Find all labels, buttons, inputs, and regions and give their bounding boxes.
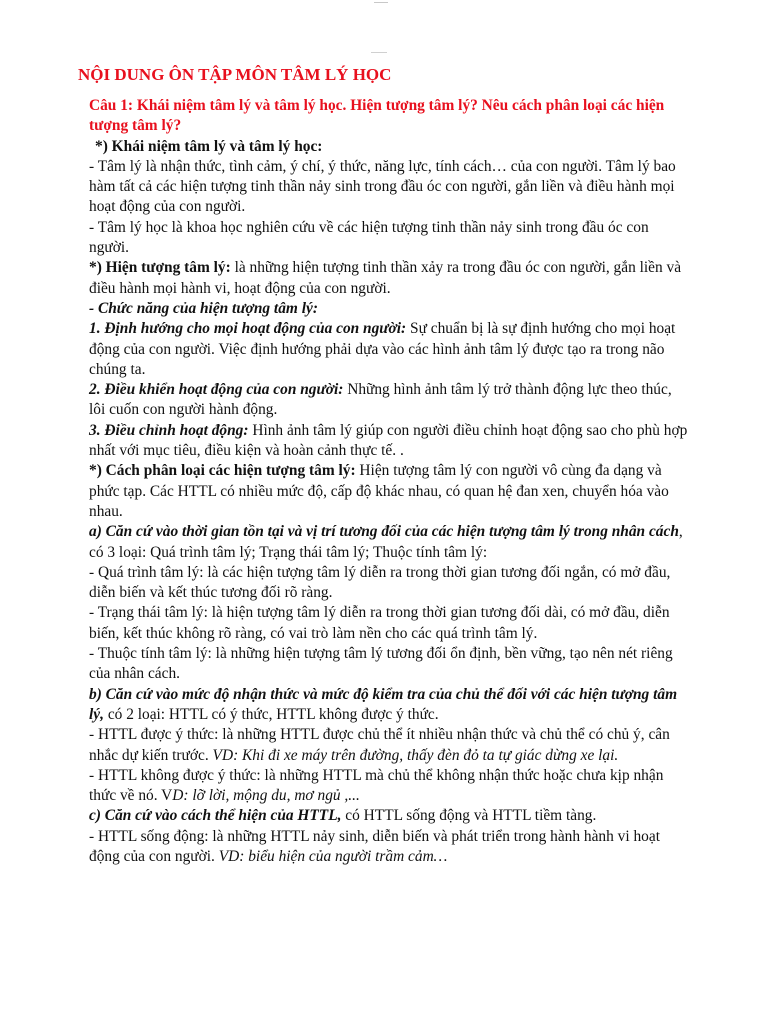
criterion-b-label: b) Căn cứ vào mức độ nhận thức và mức độ kiểm tra của chủ thể đối với các hiện tượng tâm lý, bbox=[89, 685, 678, 723]
page-top-mark bbox=[374, 2, 388, 3]
function-2-text: Những hình ảnh tâm lý trở thành động lực theo thúc, lôi cuốn con người hành động. bbox=[89, 381, 672, 419]
section-concept-heading: *) Khái niệm tâm lý và tâm lý học: bbox=[95, 137, 323, 155]
functions-heading: - Chức năng của hiện tượng tâm lý: bbox=[89, 299, 318, 317]
criterion-a-label: a) Căn cứ vào thời gian tồn tại và vị trí tương đối của các hiện tượng tâm lý trong nhân cách bbox=[89, 523, 679, 541]
criterion-a-item-3: - Thuộc tính tâm lý: là những hiện tượng tâm lý tương đối ổn định, bền vững, tạo nên nét riêng của nhân cách. bbox=[89, 645, 673, 683]
criterion-c-item-1-text: - HTTL sống động: là những HTTL nảy sinh, diễn biến và phát triển trong hành hành vi hoạt động của con người. bbox=[89, 827, 660, 865]
phenomenon-text: là những hiện tượng tinh thần xảy ra trong đầu óc con người, gắn liền và điều hành mọi hành vi, hoạt động của con người. bbox=[89, 259, 682, 297]
classification-paragraph bbox=[89, 461, 689, 522]
question-1-heading: Câu 1: Khái niệm tâm lý và tâm lý học. Hiện tượng tâm lý? Nêu cách phân loại các hiện tượng tâm lý? bbox=[89, 97, 665, 135]
criterion-b-item-1 bbox=[89, 725, 689, 766]
phenomenon-heading: *) Hiện tượng tâm lý: bbox=[89, 259, 231, 277]
function-2-label: 2. Điều khiển hoạt động của con người: bbox=[89, 381, 344, 399]
criterion-c-item-1 bbox=[89, 827, 689, 868]
criterion-a-paragraph bbox=[89, 522, 689, 563]
criterion-c-item-1-example: VD: biểu hiện của người trầm cảm… bbox=[218, 847, 448, 865]
criterion-b-item-2-text: - HTTL không được ý thức: là những HTTL mà chủ thể không nhận thức hoặc chưa kịp nhận thức về nó. V bbox=[89, 766, 664, 805]
criterion-c-paragraph bbox=[89, 806, 689, 826]
criterion-c-text: có HTTL sống động và HTTL tiềm tàng. bbox=[341, 807, 597, 825]
page-header-mark bbox=[371, 52, 387, 53]
function-2-paragraph bbox=[89, 380, 689, 421]
function-3-label: 3. Điều chỉnh hoạt động: bbox=[89, 421, 249, 439]
phenomenon-paragraph bbox=[89, 258, 689, 299]
criterion-b-item-1-example: VD: Khi đi xe máy trên đường, thấy đèn đỏ ta tự giác dừng xe lại. bbox=[212, 746, 619, 764]
criterion-b-paragraph bbox=[89, 685, 689, 726]
criterion-b-item-2 bbox=[89, 766, 689, 807]
criterion-b-item-1-text: - HTTL được ý thức: là những HTTL được chủ thể ít nhiều nhận thức và chủ thể có chủ ý, cân nhắc dự kiến trước. bbox=[89, 726, 670, 764]
function-3-paragraph bbox=[89, 421, 689, 462]
criterion-a-item-1: - Quá trình tâm lý: là các hiện tượng tâm lý diễn ra trong thời gian tương đối ngắn, có mở đầu, diễn biến và kết thúc tương đối rõ ràng. bbox=[89, 563, 671, 602]
criterion-b-text: có 2 loại: HTTL có ý thức, HTTL không được ý thức. bbox=[103, 705, 439, 723]
document-body bbox=[89, 96, 689, 867]
function-1-label: 1. Định hướng cho mọi hoạt động của con người: bbox=[89, 320, 407, 338]
document-title: NỘI DUNG ÔN TẬP MÔN TÂM LÝ HỌC bbox=[78, 65, 392, 84]
function-1-text: Sự chuẩn bị là sự định hướng cho mọi hoạt động của con người. Việc định hướng phải dựa vào các hình ảnh tâm lý được tạo ra trong não chúng ta. bbox=[89, 320, 676, 378]
criterion-a-text: , có 3 loại: Quá trình tâm lý; Trạng thái tâm lý; Thuộc tính tâm lý: bbox=[89, 523, 683, 561]
criterion-a-item-2: - Trạng thái tâm lý: là hiện tượng tâm lý diễn ra trong thời gian tương đối dài, có mở đầu, diễn biến, kết thúc không rõ ràng, có vai trò làm nền cho các quá trình tâm lý. bbox=[89, 604, 670, 642]
function-1-paragraph bbox=[89, 319, 689, 380]
criterion-b-item-2-example: D: lỡ lời, mộng du, mơ ngủ ,... bbox=[172, 787, 360, 805]
concept-paragraph-2: - Tâm lý học là khoa học nghiên cứu về các hiện tượng tinh thần nảy sinh trong đầu óc con người. bbox=[89, 218, 649, 257]
classification-text: Hiện tượng tâm lý con người vô cùng đa dạng và phức tạp. Các HTTL có nhiều mức độ, cấp độ khác nhau, có quan hệ đan xen, chuyển hóa vào nhau. bbox=[89, 462, 669, 520]
criterion-c-label: c) Căn cứ vào cách thể hiện của HTTL, bbox=[89, 807, 342, 825]
classification-heading: *) Cách phân loại các hiện tượng tâm lý: bbox=[89, 462, 356, 480]
concept-paragraph-1: - Tâm lý là nhận thức, tình cảm, ý chí, ý thức, năng lực, tính cách… của con người. Tâm lý bao hàm tất cả các hiện tượng tinh thần nảy sinh trong đầu óc con người, gắn liền và điều hành mọi hoạt động của con người. bbox=[89, 157, 676, 216]
function-3-text: Hình ảnh tâm lý giúp con người điều chỉnh hoạt động sao cho phù hợp nhất với mục tiêu, điều kiện và hoàn cảnh thực tế. . bbox=[89, 421, 688, 460]
